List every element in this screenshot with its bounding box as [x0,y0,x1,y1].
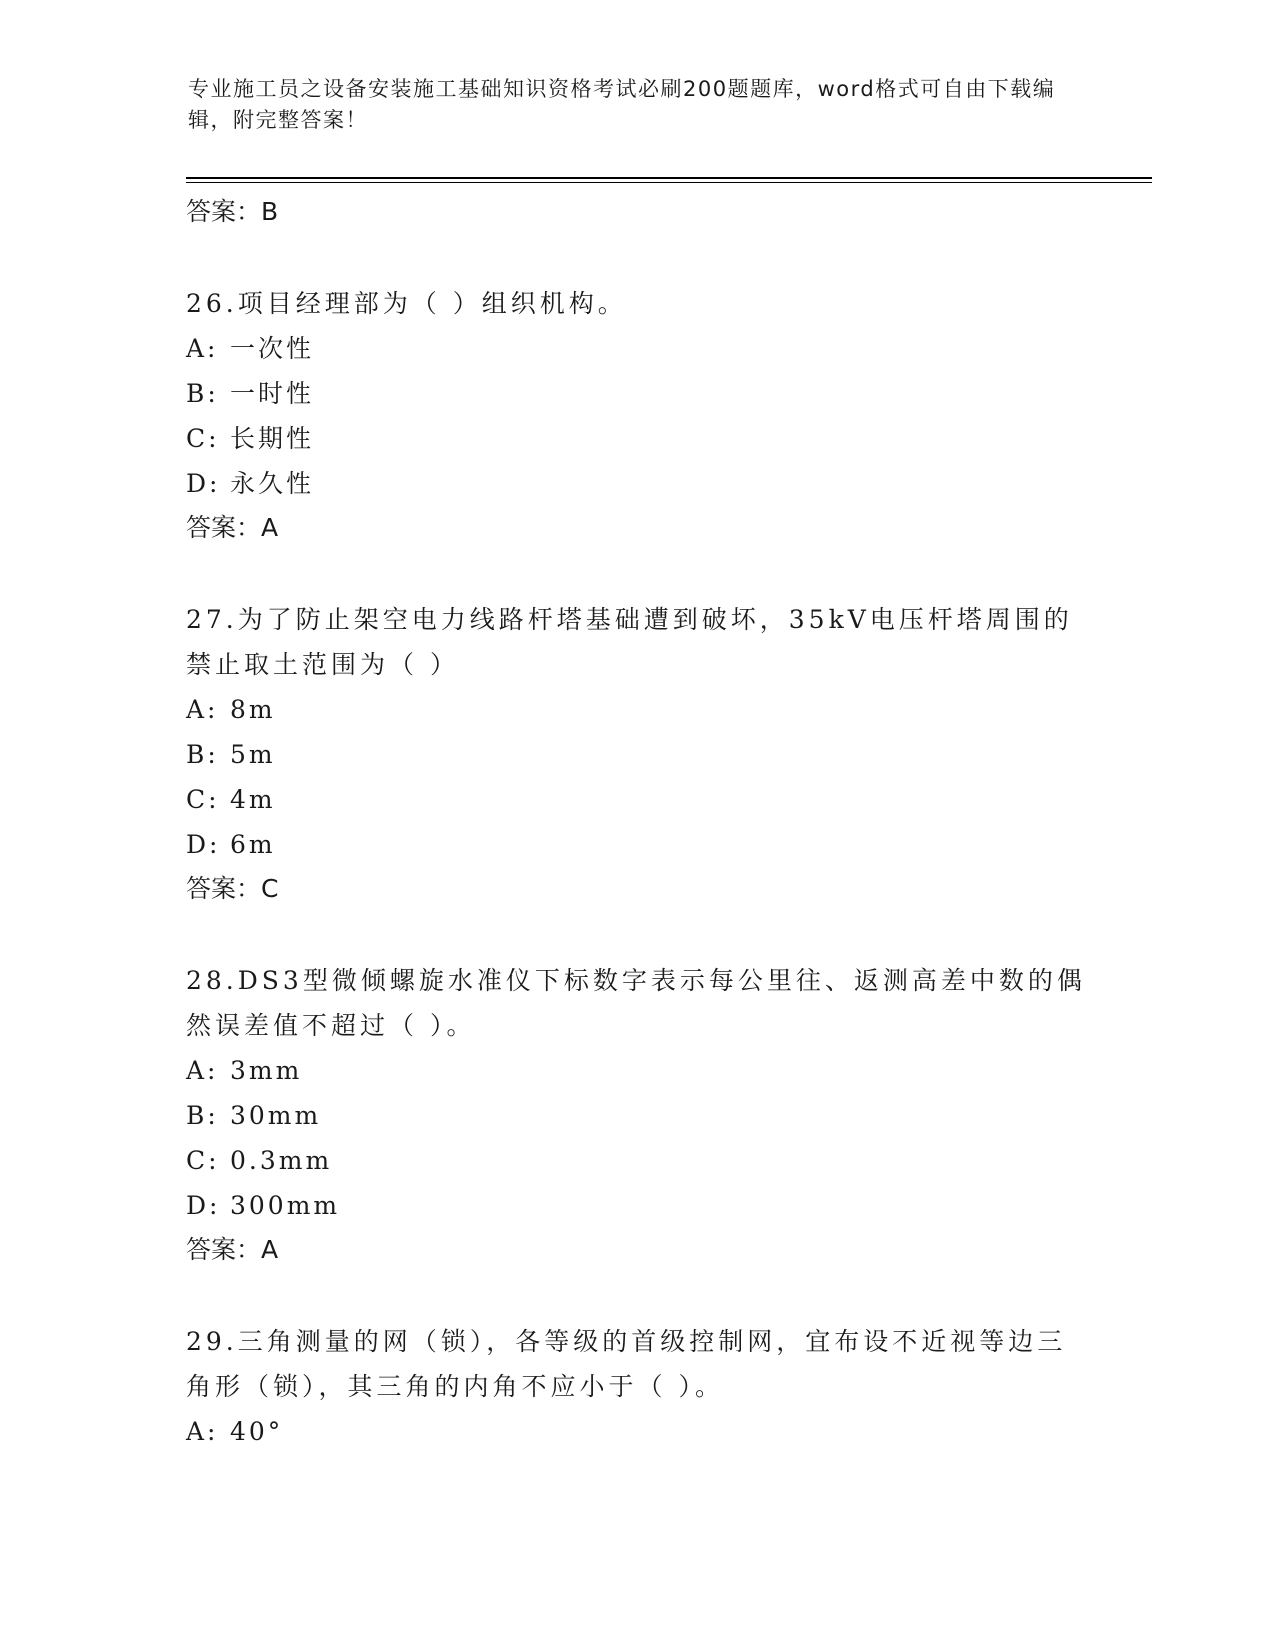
answer-line: 答案：A [186,1235,279,1264]
option-text: 300mm [230,1191,341,1220]
option-text: 40° [230,1417,284,1446]
option-text: 长期性 [230,424,315,453]
option-line [186,687,1086,732]
option-text: 一次性 [230,334,315,363]
option-line [186,416,1086,461]
option-line [186,732,1086,777]
option-text: 5m [230,740,276,769]
option-line [186,1138,1086,1183]
option-text: 8m [230,695,276,724]
document-header: 专业施工员之设备安装施工基础知识资格考试必刷200题题库，word格式可自由下载编辑，附完整答案！ [188,77,1056,132]
option-key: C: [186,1146,220,1175]
option-line [186,1048,1086,1093]
option-line [186,371,1086,416]
answer-line: 答案：C [186,874,279,903]
option-key: D: [186,469,221,498]
option-key: A: [186,695,219,724]
option-line [186,822,1086,867]
option-text: 6m [230,830,276,859]
question-text: 28.DS3型微倾螺旋水准仪下标数字表示每公里往、返测高差中数的偶然误差值不超过（ ）。 [186,966,1086,1040]
option-key: C: [186,785,220,814]
option-key: B: [186,379,219,408]
option-text: 一时性 [230,379,315,408]
option-key: C: [186,424,220,453]
option-text: 3mm [230,1056,303,1085]
question-list [186,190,1086,1454]
option-text: 4m [230,785,276,814]
question-text: 27.为了防止架空电力线路杆塔基础遭到破坏，35kV电压杆塔周围的禁止取土范围为（ ） [186,605,1073,679]
question-text: 26.项目经理部为（ ）组织机构。 [186,289,627,318]
option-key: A: [186,334,219,363]
answer-line: 答案：A [186,513,279,542]
option-key: D: [186,1191,221,1220]
option-text: 0.3mm [230,1146,333,1175]
option-line [186,1183,1086,1228]
option-line [186,777,1086,822]
option-line [186,1093,1086,1138]
answer-line: 答案：B [186,197,279,226]
option-key: A: [186,1056,219,1085]
option-key: B: [186,740,219,769]
option-key: B: [186,1101,219,1130]
question-text: 29.三角测量的网（锁），各等级的首级控制网，宜布设不近视等边三角形（锁），其三角的内角不应小于（ ）。 [186,1327,1067,1401]
option-text: 30mm [230,1101,322,1130]
option-key: A: [186,1417,219,1446]
header-rule-thick [186,177,1152,179]
option-line [186,1409,1086,1454]
header-rule-thin [186,182,1152,183]
option-text: 永久性 [230,469,315,498]
option-line [186,326,1086,371]
option-line [186,461,1086,506]
option-key: D: [186,830,221,859]
